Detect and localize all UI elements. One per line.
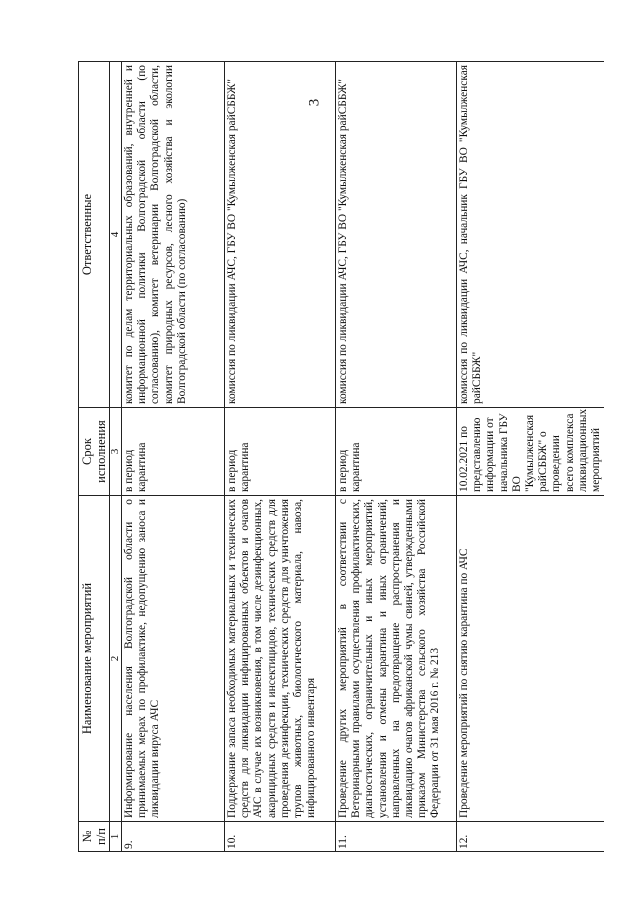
measure-responsible: комиссия по ликвидации АЧС, ГБУ ВО "Кумылженская райСББЖ" (336, 62, 457, 408)
measure-term: в период карантина (122, 408, 225, 496)
measure-term: в период карантина (336, 408, 457, 496)
measure-responsible: комитет по делам территориальных образований, внутренней и информационной политики Волгоградской области (по согласованию), комитет ветеринарии Волгоградской области, комитет природных ресурсов, лесного хозяйства и экологии Волгоградской области (по согласованию) (122, 62, 225, 408)
column-number-2: 2 (110, 496, 122, 822)
header-number: № п/п (79, 822, 110, 852)
measure-name: Проведение мероприятий по снятию карантина по АЧС (457, 496, 605, 822)
table-header-row (79, 62, 110, 852)
measure-name: Проведение других мероприятий в соответствии с Ветеринарными правилами осуществления профилактических, диагностических, ограничительных и иных мероприятий, установления и отмены карантина и иных ограничений, направленных на предотвращение распространения и ликвидацию очагов африканской чумы свиней, утвержденными приказом Министерства сельского хозяйства Российской Федерации от 31 мая 2016 г. № 213 (336, 496, 457, 822)
column-number-3: 3 (110, 408, 122, 496)
header-name: Наименование мероприятий (79, 496, 110, 822)
column-number-4: 4 (110, 62, 122, 408)
page-number: 3 (306, 98, 323, 107)
measure-term: в период карантина (225, 408, 336, 496)
row-number: 12. (457, 822, 605, 852)
row-number: 10. (225, 822, 336, 852)
header-responsible: Ответственные (79, 62, 110, 408)
measure-responsible: комиссия по ликвидации АЧС, ГБУ ВО "Кумылженская райСББЖ" (225, 62, 336, 408)
table-row (225, 62, 336, 852)
measure-name: Информирование населения Волгоградской области о принимаемых мерах по профилактике, недопущению заноса и ликвидации вируса АЧС (122, 496, 225, 822)
measures-table (78, 61, 604, 852)
row-number: 9. (122, 822, 225, 852)
table-row (457, 62, 605, 852)
header-term: Срок исполнения (79, 408, 110, 496)
measures-table-container (78, 62, 618, 852)
row-number: 11. (336, 822, 457, 852)
measure-name: Поддержание запаса необходимых материальных и технических средств для ликвидации инфицированных объектов и очагов АЧС в случае их возникновения, в том числе дезинфекционных, акарицидных средств и инсектицидов, технических средств для проведения дезинфекции, технических средств для уничтожения трупов животных, биологического материала, навоза, инфицированного инвентаря (225, 496, 336, 822)
measure-responsible: комиссия по ликвидации АЧС, начальник ГБУ ВО "Кумылженская райСББЖ" (457, 62, 605, 408)
column-number-row (110, 62, 122, 852)
table-row (336, 62, 457, 852)
measure-term: 10.02.2021 по представлению информации от начальника ГБУ ВО "Кумылженская райСББЖ" о проведении всего комплекса ликвидационных мероприятий (457, 408, 605, 496)
column-number-1: 1 (110, 822, 122, 852)
table-row (122, 62, 225, 852)
